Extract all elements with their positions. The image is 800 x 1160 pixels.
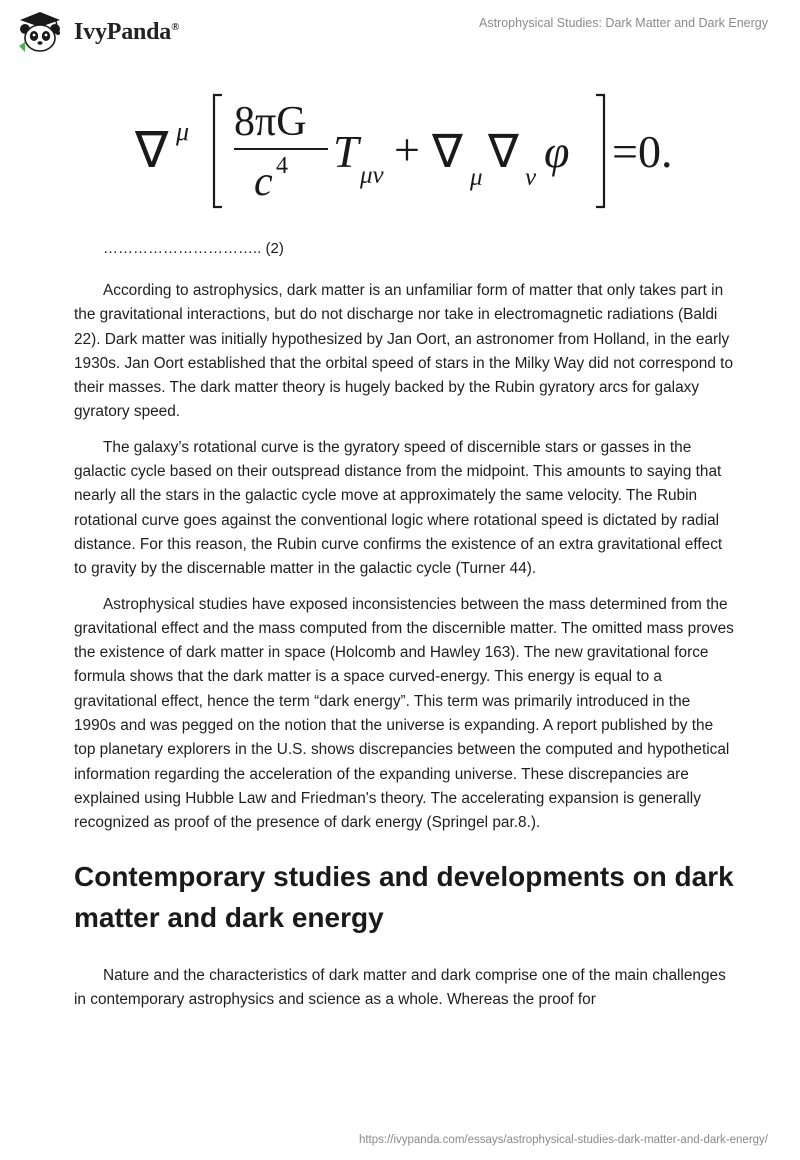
section-heading: Contemporary studies and developments on dark matter and dark energy — [74, 860, 734, 933]
eq-denominator: c — [254, 159, 273, 205]
eq-nabla-1: ∇ — [432, 126, 463, 177]
eq-mu-superscript: μ — [176, 117, 190, 146]
article-body — [74, 279, 734, 1023]
eq-phi: φ — [544, 126, 570, 177]
eq-nabla-mu: ∇ — [135, 122, 169, 178]
eq-index-1: μ — [470, 164, 483, 191]
registered-mark: ® — [171, 20, 180, 33]
eq-numerator: 8πG — [234, 99, 307, 145]
eq-tensor-index: μν — [360, 162, 384, 189]
brand-name: IvyPanda® — [74, 18, 180, 45]
equation-number: ………………………….. (2) — [103, 240, 284, 257]
paragraph: Astrophysical studies have exposed inconsistencies between the mass determined from the gravitational effect and the mass computed from the discernible matter. The omitted mass proves the existence of dark matter in space (Holcomb and Hawley 163). The new gravitational force formula shows that the dark matter is a space curved-energy. This energy is equal to a gravitational effect, hence the term “dark energy”. This term was primarily introduced in the 1990s and was pegged on the notion that the universe is expanding. A report published by the top planetary explorers in the U.S. shows discrepancies between the computed and hypothetical information regarding the acceleration of the expanding universe. These discrepancies are explained using Hubble Law and Friedman's theory. The accelerating expansion is generally recognized as proof of the presence of dark energy (Springel par.8.). — [74, 595, 734, 832]
panda-logo-icon — [16, 10, 68, 54]
paragraph: Nature and the characteristics of dark matter and dark comprise one of the main challenges in contemporary astrophysics and science as a whole. Whereas the proof for — [74, 966, 726, 1008]
eq-left-bracket — [214, 95, 222, 207]
eq-nabla-2: ∇ — [488, 126, 519, 177]
eq-equals-zero: =0. — [612, 126, 673, 177]
paragraph: The galaxy’s rotational curve is the gyratory speed of discernible stars or gasses in the galactic cycle based on their outspread distance from the midpoint. This amounts to saying that nearly all the stars in the galactic cycle move at approximately the same velocity. The Rubin rotational curve goes against the conventional logic where rotational speed is dictated by radial distance. For this reason, the Rubin curve confirms the existence of an extra gravitational effect to gravity by the discernable matter in the galactic cycle (Turner 44). — [74, 438, 723, 578]
eq-right-bracket — [596, 95, 604, 207]
eq-tensor: T — [333, 126, 359, 177]
brand-logo[interactable] — [16, 10, 179, 54]
eq-exponent: 4 — [276, 153, 288, 179]
document-title: Astrophysical Studies: Dark Matter and Dark Energy — [478, 16, 768, 30]
eq-index-2: ν — [525, 164, 537, 191]
equation-image — [0, 85, 800, 215]
source-url[interactable]: https://ivypanda.com/essays/astrophysical-studies-dark-matter-and-dark-energy/ — [358, 1134, 768, 1146]
paragraph: According to astrophysics, dark matter is an unfamiliar form of matter that only takes part in the gravitational interactions, but do not discharge nor take in electromagnetic radiations (Baldi 22). Dark matter was initially hypothesized by Jan Oort, an astronomer from Holland, in the early 1930s. Jan Oort established that the orbital speed of stars in the Milky Way did not correspond to their masses. The dark matter theory is hugely backed by the Rubin gyratory arcs for galaxy gyratory speed. — [74, 282, 734, 421]
eq-plus: + — [394, 124, 420, 175]
